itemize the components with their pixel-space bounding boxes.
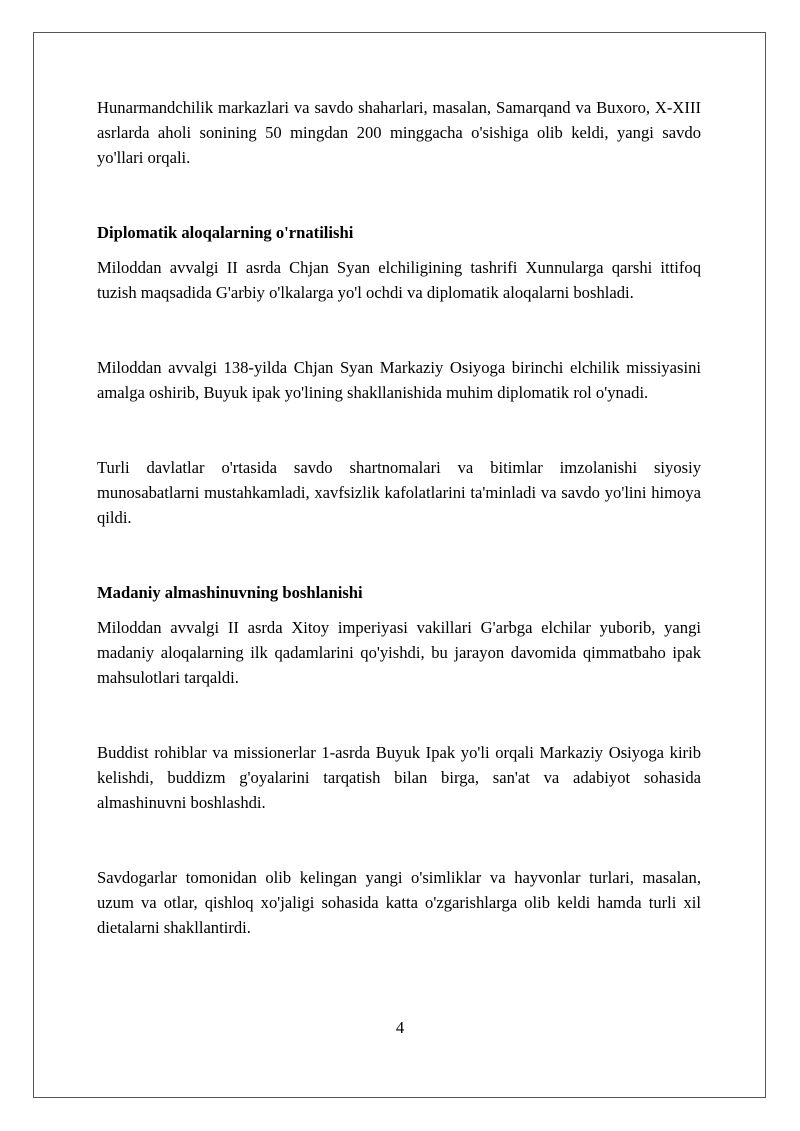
paragraph: Miloddan avvalgi II asrda Chjan Syan elchiligining tashrifi Xunnularga qarshi ittifoq tuzish maqsadida G'arbiy o'lkalarga yo'l ochdi va diplomatik aloqalarni boshladi. [97,258,701,302]
paragraph: Hunarmandchilik markazlari va savdo shaharlari, masalan, Samarqand va Buxoro, X-XIII asrlarda aholi sonining 50 mingdan 200 minggacha o'sishiga olib keldi, yangi savdo yo'llari orqali. [97,98,701,167]
section-heading: Diplomatik aloqalarning o'rnatilishi [97,223,354,242]
page-number: 4 [395,1018,405,1037]
paragraph: Miloddan avvalgi 138-yilda Chjan Syan Markaziy Osiyoga birinchi elchilik missiyasini amalga oshirib, Buyuk ipak yo'lining shakllanishida muhim diplomatik rol o'ynadi. [97,358,701,402]
paragraph: Miloddan avvalgi II asrda Xitoy imperiyasi vakillari G'arbga elchilar yuborib, yangi madaniy aloqalarning ilk qadamlarini qo'yishdi, bu jarayon davomida qimmatbaho ipak mahsulotlari tarqaldi. [97,618,701,687]
paragraph: Savdogarlar tomonidan olib kelingan yangi o'simliklar va hayvonlar turlari, masalan, uzum va otlar, qishloq xo'jaligi sohasida katta o'zgarishlarga olib keldi hamda turli xil dietalarni shakllantirdi. [97,868,701,937]
paragraph: Buddist rohiblar va missionerlar 1-asrda Buyuk Ipak yo'li orqali Markaziy Osiyoga kirib kelishdi, buddizm g'oyalarini tarqatish bilan birga, san'at va adabiyot sohasida almashinuvni boshlashdi. [97,743,701,812]
section-heading: Madaniy almashinuvning boshlanishi [97,583,363,602]
document-body [97,95,701,940]
paragraph: Turli davlatlar o'rtasida savdo shartnomalari va bitimlar imzolanishi siyosiy munosabatlarni mustahkamladi, xavfsizlik kafolatlarini ta'minladi va savdo yo'lini himoya qildi. [97,458,701,527]
